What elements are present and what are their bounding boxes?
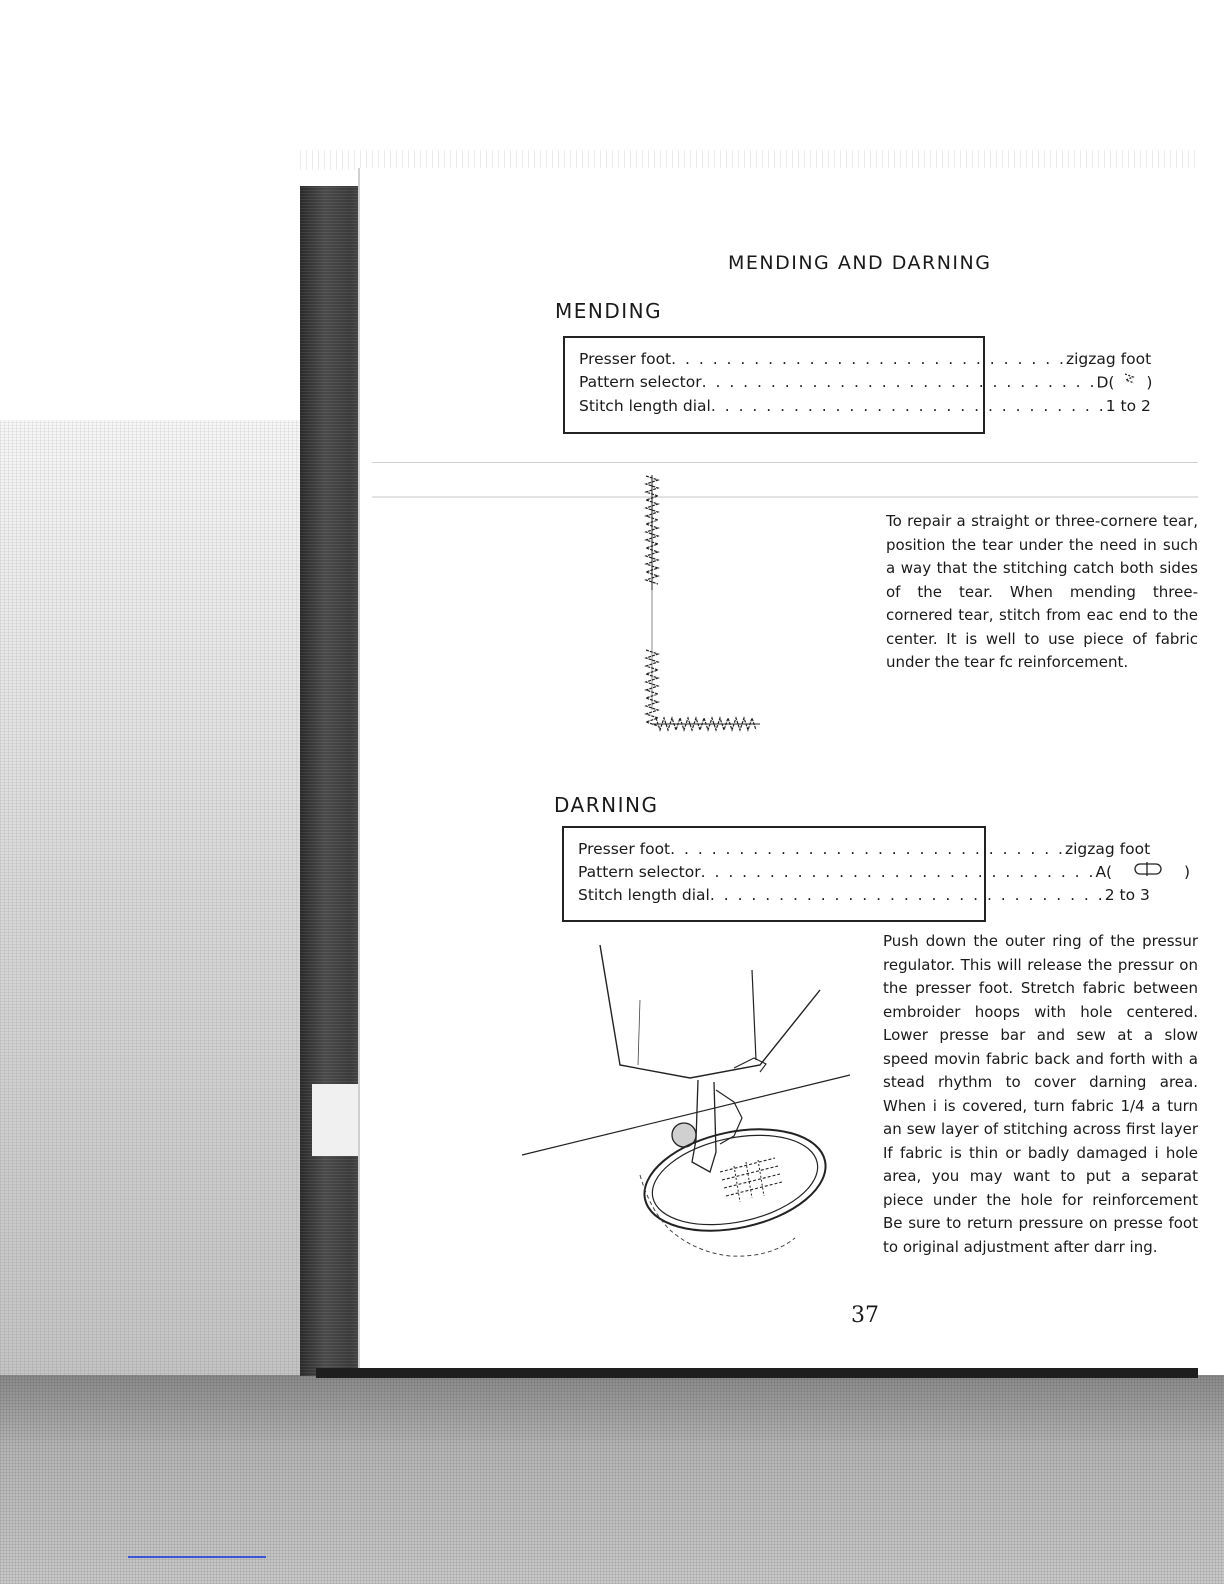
spec-value-text: A( [1095, 863, 1113, 881]
spec-value: 1 to 2 [1105, 397, 1151, 415]
page-number: 37 [851, 1303, 879, 1328]
spec-value: zigzag foot [1065, 350, 1152, 368]
dot-leader: . . . . . . . . . . . . . . . . . . . . . . . . . . . . . [709, 886, 1105, 904]
spec-row [579, 348, 1152, 371]
mending-stitch-illustration [630, 470, 770, 740]
spec-row [579, 395, 1151, 418]
spec-value [1095, 861, 1204, 884]
spec-value [1096, 371, 1178, 395]
darning-pattern-icon [1133, 861, 1163, 884]
page-title: MENDING AND DARNING [728, 252, 992, 274]
zigzag-stitch-icon [1123, 371, 1137, 395]
spec-label: Stitch length dial [578, 886, 710, 904]
spec-value-close: ) [1146, 373, 1153, 392]
spec-label: Pattern selector [578, 863, 701, 881]
dot-leader: . . . . . . . . . . . . . . . . . . . . . . . . . . . . . [671, 350, 1066, 368]
spec-label: Presser foot [579, 350, 672, 368]
scan-background-bottom [0, 1375, 1224, 1584]
darning-hoop-illustration [520, 940, 860, 1270]
spec-row [578, 884, 1150, 907]
darning-heading: DARNING [554, 793, 659, 817]
mending-spec-box [563, 336, 1153, 434]
spec-value-close: ) [1183, 863, 1191, 881]
dot-leader: . . . . . . . . . . . . . . . . . . . . . . . . . . . . . [710, 397, 1106, 415]
spec-value: zigzag foot [1064, 840, 1151, 858]
spec-value-text: D( [1096, 373, 1115, 392]
dot-leader: . . . . . . . . . . . . . . . . . . . . . . . . . . . . . [701, 373, 1097, 391]
spec-value: 2 to 3 [1104, 886, 1150, 904]
darning-spec-box [562, 826, 1191, 922]
scan-background-top [300, 150, 1200, 170]
mending-instructions: To repair a straight or three-cornere tear, position the tear under the need in such a way that the stitching catch both sides of the tear. When mending three-cornered tear, stitch from eac end to the center. It is well to use piece of fabric under the tear fc reinforcement. [886, 512, 1198, 671]
page-fold-line [372, 462, 1198, 463]
page-fold-line [372, 496, 1198, 498]
spec-label: Stitch length dial [579, 397, 711, 415]
spec-row [578, 838, 1151, 861]
darning-instructions: Push down the outer ring of the pressur regulator. This will release the pressur on the presser foot. Stretch fabric between embroider hoops with hole centered. Lower presse bar and sew at a slow speed movin fabric back and forth with a stead rhythm to cover darning area. When i is covered, turn fabric 1/4 a turn an sew layer of stitching across first layer If fabric is thin or badly damaged i hole area, you may want to put a separat piece under the hole for reinforcement Be sure to return pressure on presse foot to original adjustment after darr ing. [883, 932, 1198, 1256]
spec-label: Presser foot [578, 840, 671, 858]
spec-row [578, 861, 1191, 884]
mending-heading: MENDING [555, 299, 663, 323]
spec-label: Pattern selector [579, 373, 702, 391]
spec-row [579, 371, 1153, 395]
link-underline-mark [128, 1556, 266, 1558]
page-bottom-edge [316, 1368, 1198, 1378]
spine-gap [312, 1084, 362, 1156]
dot-leader: . . . . . . . . . . . . . . . . . . . . . . . . . . . . . [670, 840, 1065, 858]
dot-leader: . . . . . . . . . . . . . . . . . . . . . . . . . . . . . [700, 863, 1096, 881]
